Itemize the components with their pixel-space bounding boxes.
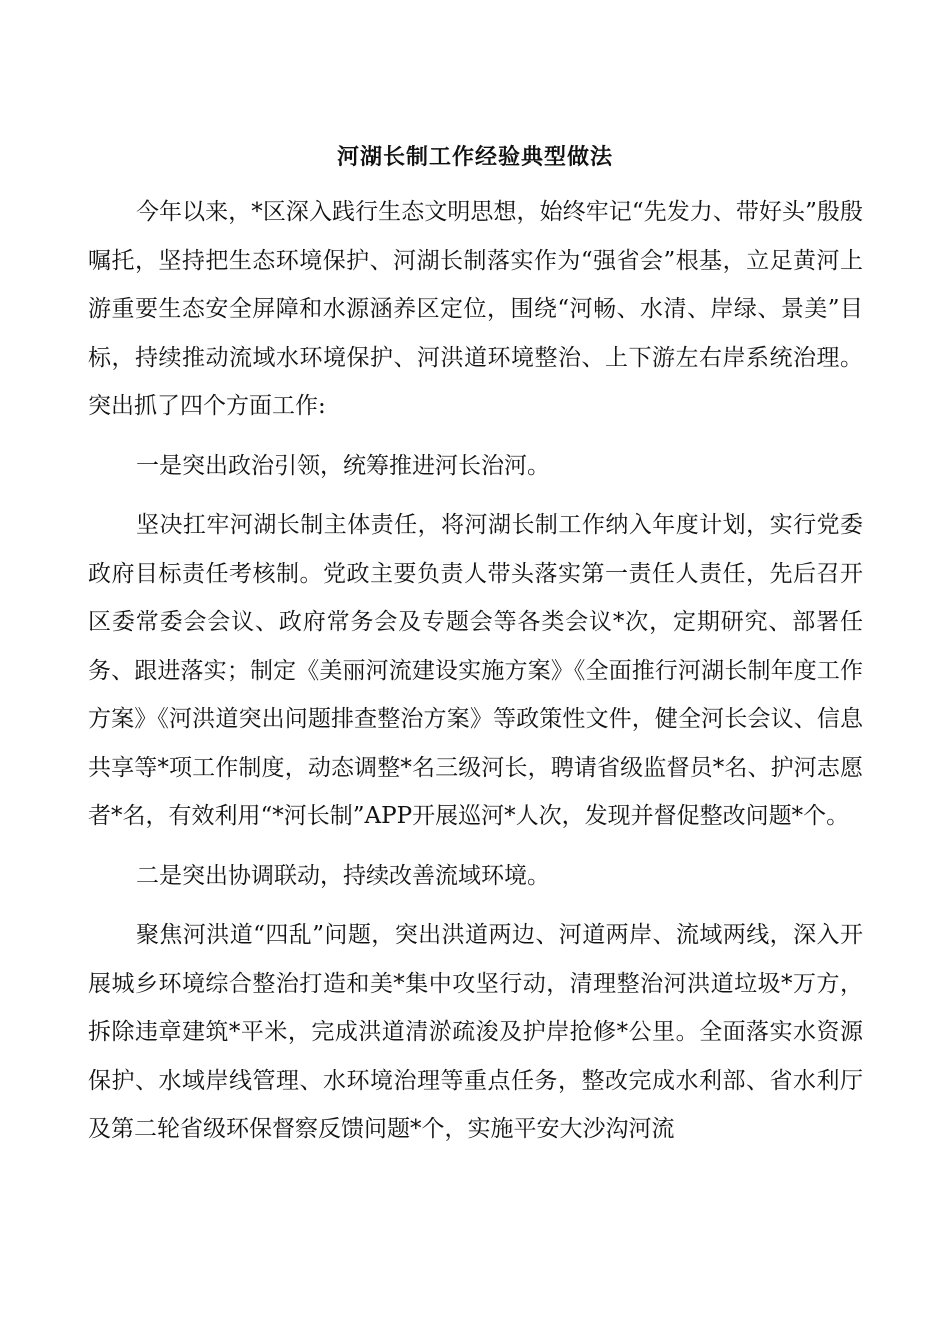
- section-heading-2: 二是突出协调联动，持续改善流域环境。: [136, 862, 550, 889]
- document-body: [88, 188, 863, 1154]
- section-1-paragraph: 坚决扛牢河湖长制主体责任，将河湖长制工作纳入年度计划，实行党委政府目标责任考核制。党政主要负责人带头落实第一责任人责任，先后召开区委常委会会议、政府常务会及专题会等各类会议*次，定期研究、部署任务、跟进落实；制定《美丽河流建设实施方案》《全面推行河湖长制年度工作方案》《河洪道突出问题排查整治方案》等政策性文件，健全河长会议、信息共享等*项工作制度，动态调整*名三级河长，聘请省级监督员*名、护河志愿者*名，有效利用“*河长制”APP开展巡河*人次，发现并督促整改问题*个。: [88, 512, 863, 829]
- section-heading-1: 一是突出政治引领，统筹推进河长治河。: [136, 452, 550, 479]
- intro-paragraph: 今年以来，*区深入践行生态文明思想，始终牢记“先发力、带好头”殷殷嘱托，坚持把生态环境保护、河湖长制落实作为“强省会”根基，立足黄河上游重要生态安全屏障和水源涵养区定位，围绕“河畅、水清、岸绿、景美”目标，持续推动流域水环境保护、河洪道环境整治、上下游左右岸系统治理。突出抓了四个方面工作:: [88, 199, 863, 419]
- document-title: 河湖长制工作经验典型做法: [336, 145, 613, 170]
- section-2-paragraph: 聚焦河洪道“四乱”问题，突出洪道两边、河道两岸、流域两线，深入开展城乡环境综合整治打造和美*集中攻坚行动，清理整治河洪道垃圾*万方，拆除违章建筑*平米，完成洪道清淤疏浚及护岸抢修*公里。全面落实水资源保护、水域岸线管理、水环境治理等重点任务，整改完成水利部、省水利厅及第二轮省级环保督察反馈问题*个，实施平安大沙沟河流: [88, 922, 863, 1142]
